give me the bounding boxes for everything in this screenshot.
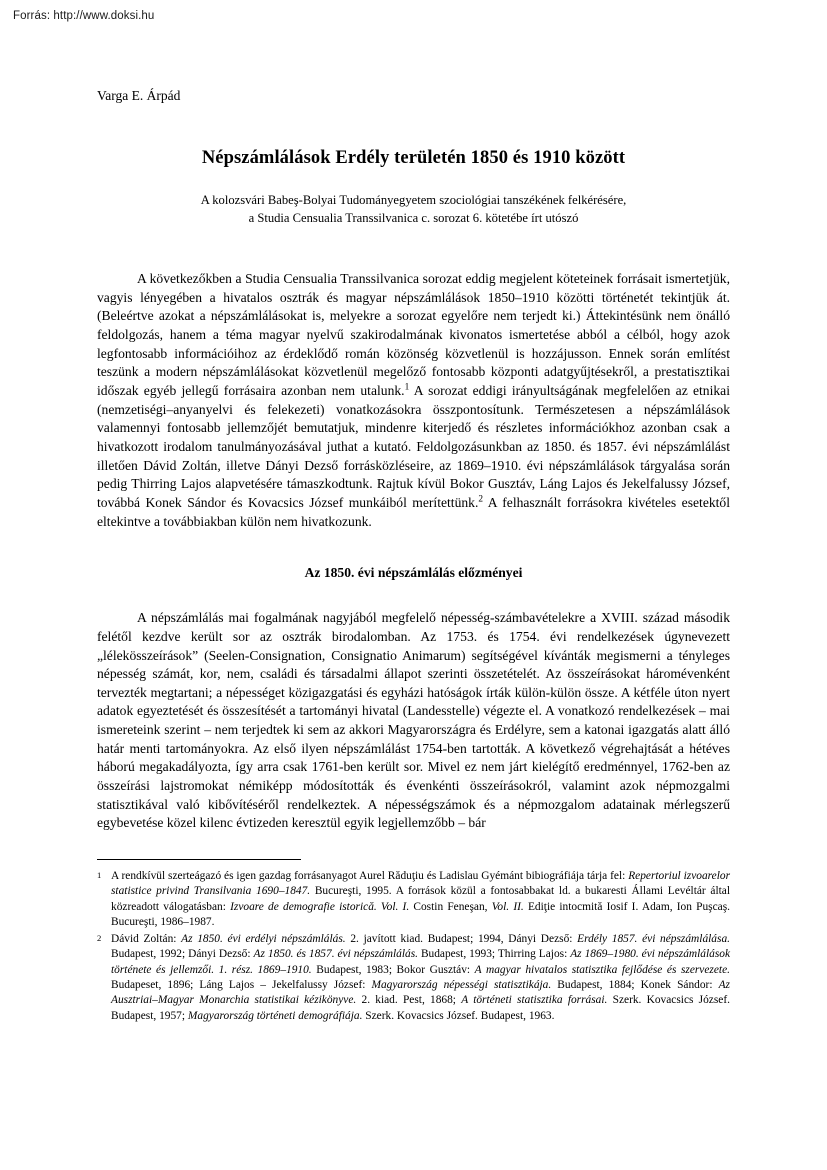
footnote-item-2 (97, 932, 730, 1024)
footnote-2-title-4: Az 1869–1980. évi népszámlálások története és jellemzői. 1. rész. 1869–1910. (111, 948, 731, 976)
footnote-2-text-2: 2. javított kiad. Budapest; 1994, Dányi Dezső: (345, 932, 578, 945)
footnote-ref-1[interactable]: 1 (404, 382, 410, 393)
source-url-header: Forrás: http://www.doksi.hu (13, 10, 155, 22)
footnote-2-title-6: Magyarország népességi statisztikája. (371, 978, 552, 991)
section-heading: Az 1850. évi népszámlálás előzményei (304, 565, 523, 581)
footnote-marker-2: 2 (97, 932, 102, 943)
footnote-2-title-1: Az 1850. évi erdélyi népszámlálás. (181, 932, 346, 945)
footnote-2-title-2: Erdély 1857. évi népszámlálása. (577, 932, 730, 945)
paragraph-intro-segment-1: A következőkben a Studia Censualia Transsilvanica sorozat eddig megjelent köteteinek forrásait ismertetjük, vagyis lényegében a hivatalos osztrák és magyar népszámlálások 1850–1910 közötti történetét tekintjük át. (Beleértve azokat a népszámlálásokat is, melyekre a sorozat egyelőre nem terjedt ki.) Áttekintésünk nem önálló feldolgozás, hanem a téma magyar nyelvű szakirodalmának kivonatos ismertetése abból a célból, hogy azok legfontosabb információihoz az érdeklődő román közönség közvetlenül is hozzájusson. Ennek során említést teszünk a modern népszámlálásokat közvetlenül megelőző fontosabb központi adatgyűjtésekről, a prestatisztikai időszak egyéb jellegű forrásaira azonban nem utalunk. (97, 271, 730, 398)
footnote-2-title-5: A magyar hivatalos statisztika fejlődése és szervezete. (474, 963, 730, 976)
footnote-1-text-3: Costin Feneşan, (409, 900, 492, 913)
footnote-marker-1: 1 (97, 870, 102, 881)
footnote-1-title-1: Repertoriul izvoarelor statistice privind Transilvania 1690–1847. (111, 870, 730, 898)
footnote-2-text-8: 2. kiad. Pest, 1868; (356, 994, 462, 1007)
footnote-separator-rule (97, 859, 301, 860)
footnote-1-text-4: Ediţie intocmită Iosif I. Adam, Ion Puşcaş. Bucureşti, 1986–1987. (111, 900, 731, 929)
footnote-2-text-7: Budapest, 1884; Konek Sándor: (551, 978, 719, 991)
footnote-2-text-5: Budapest, 1983; Bokor Gusztáv: (311, 963, 475, 976)
footnote-1-title-2: Izvoare de demografie istorică. Vol. I. (230, 900, 410, 913)
footnote-1-title-3: Vol. II. (491, 900, 524, 913)
footnote-2-title-8: A történeti statisztika forrásai. (461, 994, 608, 1007)
footnote-2-title-7: Az Ausztriai–Magyar Monarchia statistikai kézikönyve. (111, 978, 730, 1007)
subtitle-line-2: a Studia Censualia Transsilvanica c. sorozat 6. kötetébe írt utószó (248, 210, 579, 225)
footnote-2-text-9: Szerk. Kovacsics József. Budapest, 1957; (111, 994, 730, 1022)
page-title: Népszámlálások Erdély területén 1850 és 1910 között (201, 148, 626, 168)
footnote-ref-2[interactable]: 2 (478, 494, 484, 505)
footnote-1-text-1: A rendkívül szerteágazó és igen gazdag forrásanyagot Aurel Răduţiu és Ladislau Gyémánt bibiográfiája tárja fel: (111, 870, 629, 883)
footnote-2-text-3: Budapest, 1992; Dányi Dezső: (111, 948, 254, 961)
footnote-2-text-1: Dávid Zoltán: (111, 932, 182, 945)
subtitle-block (97, 192, 730, 227)
footnote-2-text-10: Szerk. Kovacsics József. Budapest, 1963. (362, 1009, 555, 1022)
author-name: Varga E. Árpád (97, 88, 181, 103)
footnote-2-title-3: Az 1850. és 1857. évi népszámlálás. (253, 948, 418, 961)
footnote-2-title-9: Magyarország történeti demográfiája. (187, 1009, 363, 1022)
paragraph-intro-segment-2: A sorozat eddigi irányultságának megfelelően az etnikai (nemzetiségi–anyanyelvi és felekezeti) vonatkozásokra összpontosítunk. Természetesen a népszámlálások valamennyi fontosabb jellemzőjét bemutatjuk, mindenre kiterjedő és részletes információkhoz azonban csak a hivatkozott irodalom tanulmányozásával juthat a kutató. Feldolgozásunkban az 1850. és 1857. évi népszámlálást illetően Dávid Zoltán, illetve Dányi Dezső forrásközléseire, az 1869–1910. évi népszámlálások tárgyalása során pedig Thirring Lajos alapvetésére támaszkodtunk. Rajtuk kívül Bokor Gusztáv, Láng Lajos és Jekelfalussy József, továbbá Konek Sándor és Kovacsics József munkáiból merítettünk. (97, 382, 730, 510)
footnotes-block (97, 859, 730, 1024)
paragraph-intro (97, 270, 730, 531)
footnote-2-text-6: Budapeset, 1896; Láng Lajos – Jekelfalussy József: (111, 978, 372, 991)
paragraph-section-body (97, 609, 730, 833)
footnote-1-text-2: Bucureşti, 1995. A források közül a fontosabbakat ld. a bukaresti Állami Levéltár által közreadott válogatásban: (111, 885, 731, 913)
text-column (97, 0, 730, 1025)
footnote-item-1 (97, 869, 730, 931)
footnote-2-text-4: Budapest, 1993; Thirring Lajos: (417, 948, 571, 961)
paragraph-intro-segment-3: A felhasznált forrásokra kivételes esetektől eltekintve a továbbiakban külön nem hivatkozunk. (97, 494, 730, 529)
paragraph-section-text: A népszámlálás mai fogalmának nagyjából megfelelő népesség-számbavételekre a XVIII. század második felétől kezdve került sor az osztrák birodalomban. Az 1753. és 1754. évi rendelkezések úgynevezett „lélekösszeírások” (Seelen-Consignation, Consignatio Animarum) segítségével kívánták megismerni a tényleges népesség számát, kor, nem, családi és társadalmi állapot szerinti összetételét. Az összeírásokat háromévenként tervezték megtartani; a népességet közigazgatási és egyházi hatóságok írták külön-külön össze. A kétféle úton nyert adatok egyeztetését és összesítését a tartományi hivatal (Landesstelle) végezte el. A vonatkozó rendelkezések – mai ismereteink szerint – nem terjedtek ki sem az akkori Magyarországra és Erdélyre, sem a katonai igazgatás alatt álló határ menti tartományokra. Az első ilyen népszámlálást 1754-ben tartották. A következő végrehajtását a hétéves háború megakadályozta, így arra csak 1761-ben került sor. Mivel ez nem járt kielégítő eredménnyel, 1762-ben az összeírási lajstromokat némiképp módosították és évenkénti összeírásokról, valamint azok népmozgalmi statisztikával való kibővítéséről rendelkeztek. A népességszámok és a népmozgalom adatainak mérlegszerű egybevetése közel kilenc évtizeden keresztül egyik legjellemzőbb – bár (97, 610, 730, 831)
subtitle-line-1: A kolozsvári Babeş-Bolyai Tudományegyetem szociológiai tanszékének felkérésére, (200, 193, 627, 207)
